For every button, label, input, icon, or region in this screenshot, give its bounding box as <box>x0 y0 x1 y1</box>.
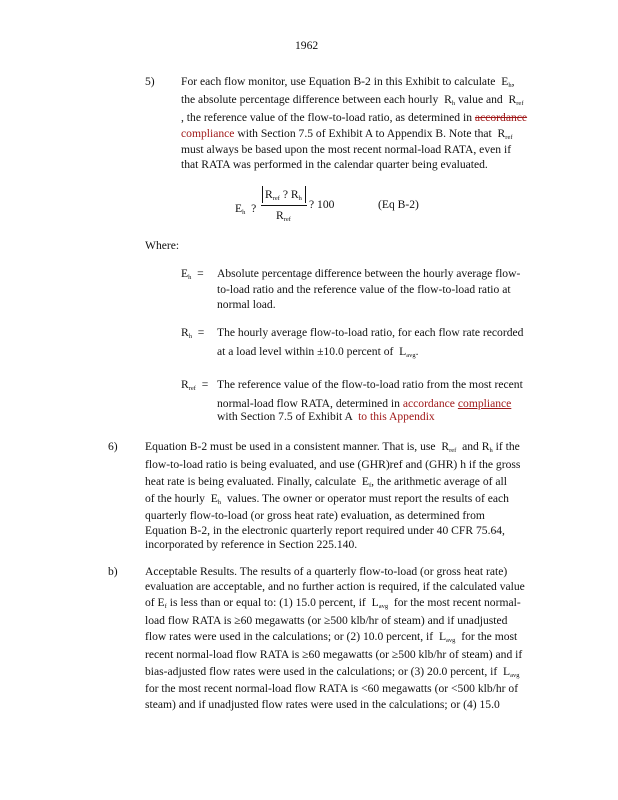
abs-bar-right <box>305 186 306 203</box>
definition-symbol: $R_{ref}$ = <box>181 378 209 392</box>
where-label: Where: <box>145 239 180 252</box>
item-b-line-8: for the most recent normal-load flow RATA is <60 megawatts (or <500 klb/hr of <box>145 682 519 695</box>
item-b-line-1: Acceptable Results. The results of a quarterly flow-to-load (or gross heat rate) <box>145 565 508 578</box>
equation-lhs: $E_h$ ? <box>235 202 257 216</box>
item-5-line-1: For each flow monitor, use Equation B-2 in this Exhibit to calculate $E_h$, <box>181 75 515 89</box>
item-6-line-7: incorporated by reference in Section 225.140. <box>145 538 358 551</box>
item-6-line-6: Equation B-2, in the electronic quarterly report required under 40 CFR 75.64, <box>145 524 505 537</box>
fraction-bar <box>261 205 307 206</box>
inserted-text: compliance <box>457 397 512 410</box>
equation-tag: (Eq B-2) <box>378 198 419 211</box>
definition-symbol: $E_h$ = <box>181 267 204 281</box>
item-b-label: b) <box>108 565 118 578</box>
inserted-text: compliance <box>181 127 235 140</box>
item-b-line-9: steam) and if unadjusted flow rates were used in the calculations; or (4) 15.0 <box>145 698 500 711</box>
inserted-text: to this Appendix <box>358 410 435 423</box>
definition-line: normal-load flow RATA, determined in accordance compliance <box>217 397 512 410</box>
item-b-line-3: of $E_f$ is less than or equal to: (1) 15.0 percent, if $L_{avg}$ for the most recent normal- <box>145 596 521 610</box>
item-6-label: 6) <box>108 440 118 453</box>
definition-line: The reference value of the flow-to-load ratio from the most recent <box>217 378 523 391</box>
item-5-line-6: that RATA was performed in the calendar quarter being evaluated. <box>181 158 488 171</box>
item-b-line-5: flow rates were used in the calculations; or (2) 10.0 percent, if $L_{avg}$ for the most <box>145 630 518 644</box>
definition-line: Absolute percentage difference between the hourly average flow- <box>217 267 521 280</box>
item-b-line-7: bias-adjusted flow rates were used in the calculations; or (3) 20.0 percent, if $L_{avg}$ <box>145 665 520 679</box>
item-6-line-5: quarterly flow-to-load (or gross heat rate) evaluation, as determined from <box>145 509 485 522</box>
definition-symbol: $R_h$ = <box>181 326 205 340</box>
item-6-line-2: flow-to-load ratio is being evaluated, and use (GHR)ref and (GHR) h if the gross <box>145 458 521 471</box>
definition-line: to-load ratio and the reference value of the flow-to-load ratio at <box>217 283 511 296</box>
item-5-line-5: must always be based upon the most recent normal-load RATA, even if <box>181 143 512 156</box>
equation-times: ? 100 <box>309 198 335 211</box>
item-5-line-3: , the reference value of the flow-to-load ratio, as determined in accordance <box>181 111 528 124</box>
definition-line: at a load level within ±10.0 percent of $L_{avg}$. <box>217 345 419 359</box>
page-number: 1962 <box>295 39 319 52</box>
deleted-text: accordance <box>474 111 528 124</box>
item-5-line-2: the absolute percentage difference between each hourly $R_h$ value and $R_{ref}$ <box>181 93 524 107</box>
item-b-line-6: recent normal-load flow RATA is ≥60 megawatts (or ≥500 klb/hr of steam) and if <box>145 648 523 661</box>
item-6-line-4: of the hourly $E_h$ values. The owner or operator must report the results of each <box>145 492 509 506</box>
definition-line: with Section 7.5 of Exhibit A to this Appendix <box>217 410 435 423</box>
definition-line: The hourly average flow-to-load ratio, for each flow rate recorded <box>217 326 524 339</box>
item-b-line-4: load flow RATA is ≥60 megawatts (or ≥500 klb/hr of steam) and if unadjusted <box>145 614 508 627</box>
item-6-line-3: heat rate is being evaluated. Finally, calculate $E_f$, the arithmetic average of all <box>145 475 507 489</box>
item-5-label: 5) <box>145 75 155 88</box>
abs-bar-left <box>262 186 263 203</box>
item-b-line-2: evaluation are acceptable, and no further action is required, if the calculated value <box>145 580 525 593</box>
item-6-line-1: Equation B-2 must be used in a consistent manner. That is, use $R_{ref}$ and $R_h$ if the <box>145 440 520 454</box>
deleted-text: accordance <box>402 397 455 410</box>
equation-denominator: $R_{ref}$ <box>276 209 291 223</box>
item-5-line-4: compliance with Section 7.5 of Exhibit A to Appendix B. Note that $R_{ref}$ <box>181 127 513 141</box>
definition-line: normal load. <box>217 298 276 311</box>
equation-numerator: $R_{ref}$ ? $R_h$ <box>265 188 302 202</box>
